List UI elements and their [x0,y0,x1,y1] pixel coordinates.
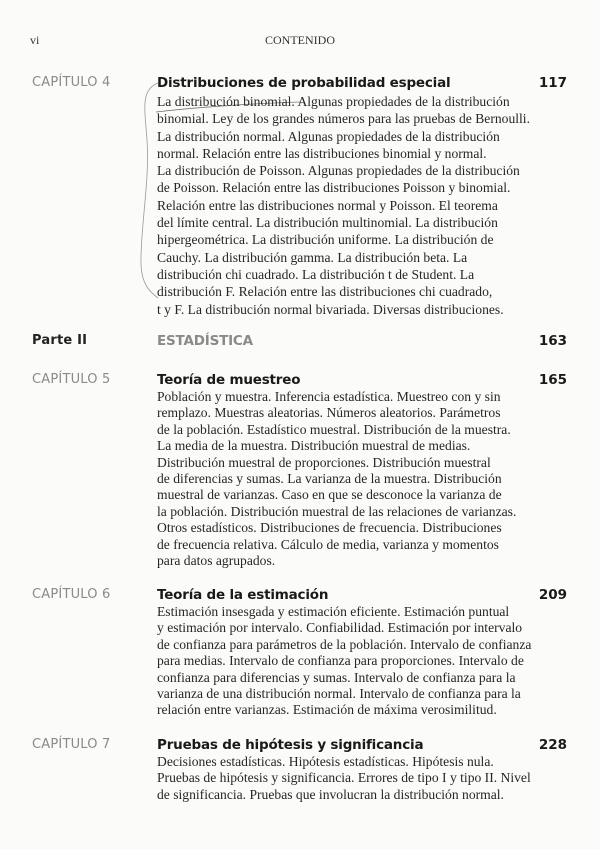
summary-line: distribución F. Relación entre las distribuciones chi cuadrado, [157,284,493,300]
running-header: CONTENIDO [265,33,335,47]
part-page: 163 [538,333,567,349]
summary-line: distribución chi cuadrado. La distribución t de Student. La [157,266,475,282]
summary-line: t y F. La distribución normal bivariada. Diversas distribuciones. [157,301,504,317]
summary-line: La media de la muestra. Distribución muestral de medias. [157,438,471,454]
summary-line: Distribución muestral de proporciones. Distribución muestral [157,454,491,470]
summary-line: varianza de una distribución normal. Intervalo de confianza para la [157,686,521,702]
summary-line: la población. Distribución muestral de las relaciones de varianzas. [157,503,517,519]
chapter-label: CAPÍTULO 6 [32,587,111,602]
summary-line: de Poisson. Relación entre las distribuciones Poisson y binomial. [157,180,511,196]
part-title: ESTADÍSTICA [157,333,253,349]
chapter-title: Teoría de la estimación [157,587,329,603]
chapter-title: Pruebas de hipótesis y significancia [157,737,424,753]
summary-line: remplazo. Muestras aleatorias. Números aleatorios. Parámetros [157,405,501,421]
page-number: vi [30,33,40,47]
summary-line: Relación entre las distribuciones normal y Poisson. El teorema [157,197,498,213]
summary-line: Estimación insesgada y estimación eficiente. Estimación puntual [157,604,510,619]
summary-line: de la población. Estadístico muestral. Distribución de la muestra. [157,421,511,437]
summary-line: de confianza para parámetros de la población. Intervalo de confianza [157,636,532,652]
chapter-title: Teoría de muestreo [157,372,301,388]
chapter-page: 228 [538,737,567,753]
summary-line: Pruebas de hipótesis y significancia. Errores de tipo I y tipo II. Nivel [157,770,531,786]
summary-line: La distribución binomial. Algunas propiedades de la distribución [157,94,510,109]
summary-line: Población y muestra. Inferencia estadística. Muestreo con y sin [157,389,501,404]
summary-line: de frecuencia relativa. Cálculo de media, varianza y momentos [157,536,499,552]
part-label: Parte II [32,333,88,348]
summary-line: Cauchy. La distribución gamma. La distribución beta. La [157,249,468,265]
summary-line: confianza para diferencias y sumas. Intervalo de confianza para la [157,669,516,685]
summary-line: hipergeométrica. La distribución uniforme. La distribución de [157,232,494,248]
summary-line: y estimación por intervalo. Confiabilidad. Estimación por intervalo [157,620,523,636]
summary-line: del límite central. La distribución multinomial. La distribución [157,215,498,231]
chapter-page: 165 [538,372,567,388]
chapter-label: CAPÍTULO 7 [32,737,111,752]
chapter-label: CAPÍTULO 5 [32,372,111,387]
summary-line: relación entre varianzas. Estimación de máxima verosimilitud. [157,702,497,718]
chapter-summary [157,754,531,803]
summary-line: binomial. Ley de los grandes números para las pruebas de Bernoulli. [157,111,530,127]
summary-line: Decisiones estadísticas. Hipótesis estadísticas. Hipótesis nula. [157,754,494,769]
summary-line: Otros estadísticos. Distribuciones de frecuencia. Distribuciones [157,520,502,536]
chapter-summary [157,604,531,719]
chapter-page: 117 [538,75,567,91]
chapter-page: 209 [538,587,567,603]
summary-line: muestral de varianzas. Caso en que se desconoce la varianza de [157,487,502,503]
summary-line: de significancia. Pruebas que involucran la distribución normal. [157,786,504,802]
chapter-summary [157,389,516,569]
summary-line: La distribución de Poisson. Algunas propiedades de la distribución [157,163,520,179]
chapter-label: CAPÍTULO 4 [32,75,111,90]
summary-line: para datos agrupados. [157,553,276,569]
summary-line: La distribución normal. Algunas propiedades de la distribución [157,128,500,144]
summary-line: de diferencias y sumas. La varianza de la muestra. Distribución [157,471,502,487]
summary-line: para medias. Intervalo de confianza para proporciones. Intervalo de [157,653,524,669]
chapter-summary [157,93,530,318]
summary-line: normal. Relación entre las distribuciones binomial y normal. [157,145,487,161]
chapter-title: Distribuciones de probabilidad especial [157,75,451,91]
